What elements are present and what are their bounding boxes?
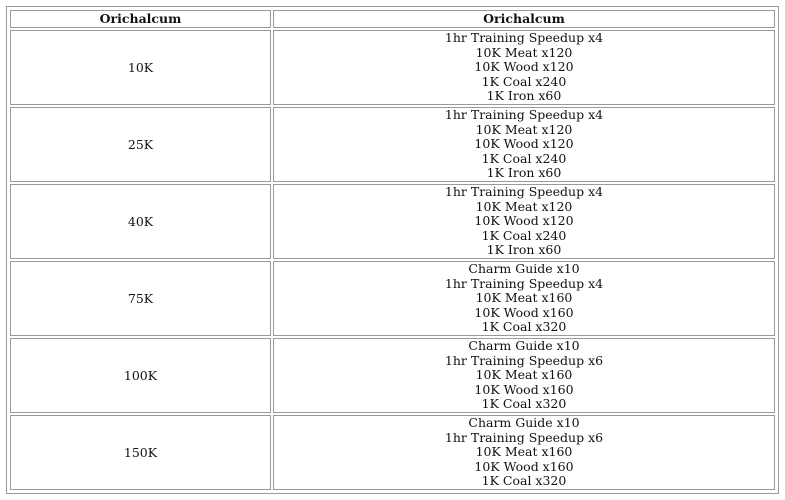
orichalcum-amount-cell: 150K <box>10 415 271 490</box>
reward-item: 10K Wood x160 <box>474 458 574 474</box>
rewards-table <box>8 8 777 492</box>
orichalcum-amount-cell: 40K <box>10 184 271 259</box>
rewards-table-container <box>6 6 779 494</box>
orichalcum-amount-cell: 10K <box>10 30 271 105</box>
reward-item: 1hr Training Speedup x6 <box>444 352 604 368</box>
table-header <box>10 10 775 28</box>
rewards-cell <box>273 184 775 259</box>
rewards-cell <box>273 107 775 182</box>
reward-item: 1K Coal x240 <box>481 150 567 166</box>
reward-item: 10K Wood x120 <box>474 213 574 229</box>
reward-item: 10K Wood x120 <box>474 59 574 75</box>
rewards-cell <box>273 30 775 105</box>
reward-item: 1K Coal x320 <box>481 319 567 335</box>
orichalcum-amount-cell: 100K <box>10 338 271 413</box>
table-row <box>10 261 775 336</box>
reward-item: 1K Iron x60 <box>486 165 562 181</box>
reward-item: 10K Meat x120 <box>475 198 573 214</box>
rewards-cell <box>273 261 775 336</box>
reward-item: 1K Coal x320 <box>481 473 567 489</box>
header-orichalcum-rewards: Orichalcum <box>273 10 775 28</box>
reward-item: 10K Meat x160 <box>475 444 573 460</box>
reward-item: 1K Coal x240 <box>481 227 567 243</box>
table-row <box>10 184 775 259</box>
table-row <box>10 338 775 413</box>
reward-item: 10K Meat x120 <box>475 44 573 60</box>
reward-item: 1K Iron x60 <box>486 242 562 258</box>
table-row <box>10 415 775 490</box>
rewards-cell <box>273 415 775 490</box>
reward-item: 10K Meat x160 <box>475 290 573 306</box>
reward-item: 10K Wood x160 <box>474 304 574 320</box>
reward-item: 1K Iron x60 <box>486 88 562 104</box>
rewards-cell <box>273 338 775 413</box>
reward-item: 1hr Training Speedup x4 <box>444 30 604 46</box>
reward-item: Charm Guide x10 <box>468 338 580 354</box>
table-body <box>10 30 775 490</box>
reward-item: 1hr Training Speedup x4 <box>444 275 604 291</box>
reward-item: 1hr Training Speedup x6 <box>444 429 604 445</box>
reward-item: 1K Coal x320 <box>481 396 567 412</box>
orichalcum-amount-cell: 75K <box>10 261 271 336</box>
reward-item: 1K Coal x240 <box>481 73 567 89</box>
reward-item: 1hr Training Speedup x4 <box>444 184 604 200</box>
header-row <box>10 10 775 28</box>
reward-item: 10K Wood x160 <box>474 381 574 397</box>
reward-item: 10K Wood x120 <box>474 136 574 152</box>
reward-item: 10K Meat x120 <box>475 121 573 137</box>
orichalcum-amount-cell: 25K <box>10 107 271 182</box>
reward-item: Charm Guide x10 <box>468 415 580 431</box>
table-row <box>10 107 775 182</box>
reward-item: 1hr Training Speedup x4 <box>444 107 604 123</box>
table-row <box>10 30 775 105</box>
reward-item: Charm Guide x10 <box>468 261 580 277</box>
header-orichalcum-amount: Orichalcum <box>10 10 271 28</box>
reward-item: 10K Meat x160 <box>475 367 573 383</box>
